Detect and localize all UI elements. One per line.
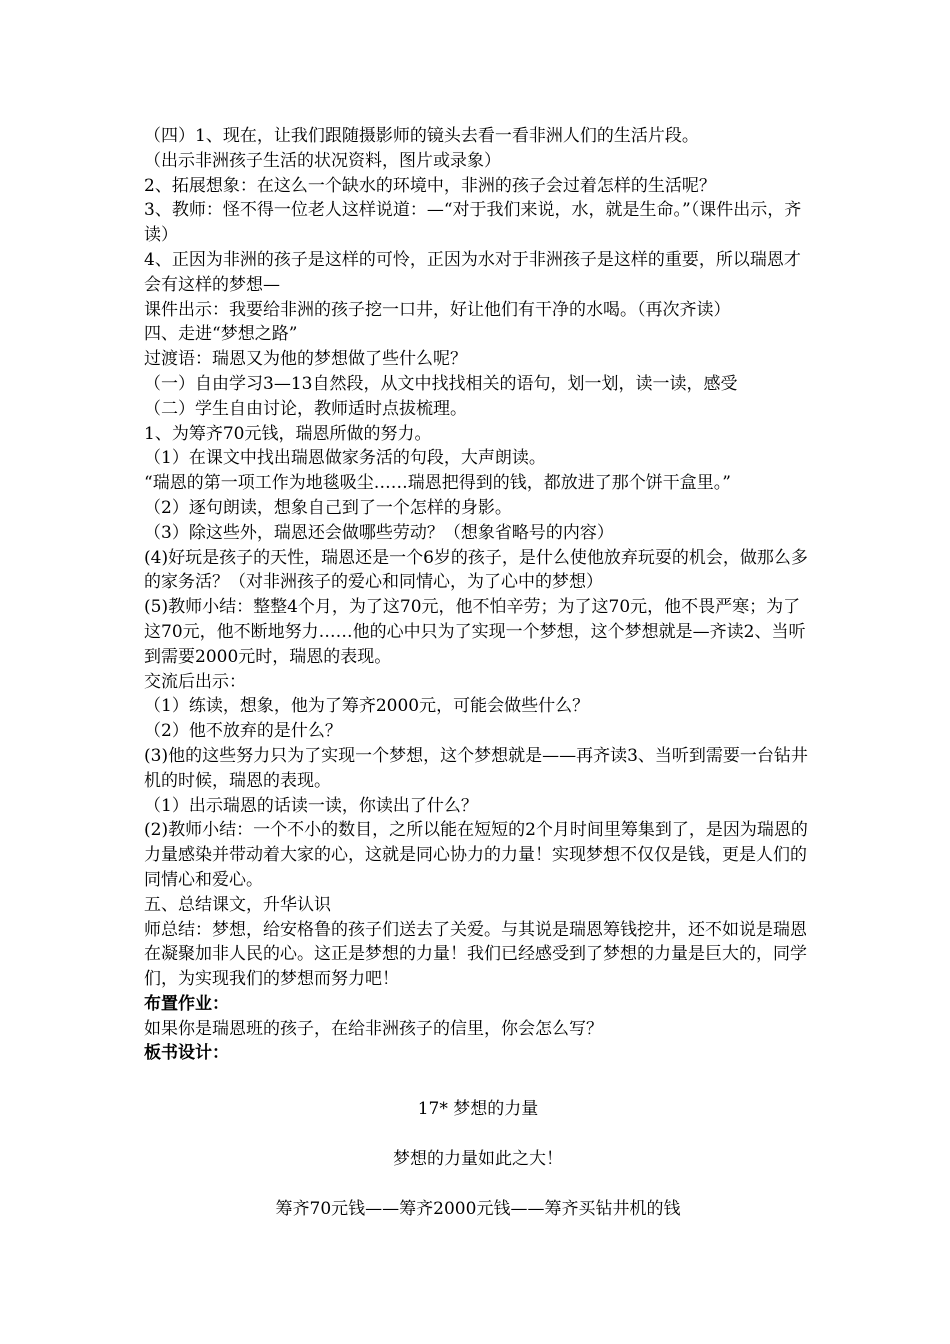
board-title: 17* 梦想的力量	[417, 1099, 539, 1119]
board-slogan: 梦想的力量如此之大！	[393, 1149, 563, 1169]
paragraph-20: （2）他不放弃的是什么？	[144, 721, 342, 742]
paragraph-14: （2）逐句朗读，想象自己到了一个怎样的身影。	[144, 497, 512, 518]
paragraph-4: 3、教师：怪不得一位老人这样说道：—“对于我们来说，水，就是生命。”（课件出示，齐读）	[144, 200, 802, 246]
paragraph-8: 过渡语：瑞恩又为他的梦想做了些什么呢？	[144, 349, 467, 370]
paragraph-15: （3）除这些外，瑞恩还会做哪些劳动？（想象省略号的内容）	[144, 522, 614, 543]
section-heading-dream-road: 四、走进“梦想之路”	[144, 324, 298, 345]
paragraph-5: 4、正因为非洲的孩子是这样的可怜，正因为水对于非洲孩子是这样的重要，所以瑞恩才会有这样的梦想—	[144, 249, 801, 295]
document-body	[144, 124, 812, 1066]
paragraph-13: “瑞恩的第一项工作为地毯吸尘……瑞恩把得到的钱，都放进了那个饼干盒里。”	[144, 473, 731, 494]
paragraph-6: 课件出示：我要给非洲的孩子挖一口井，好让他们有干净的水喝。（再次齐读）	[144, 299, 731, 320]
paragraph-21: (3)他的这些努力只为了实现一个梦想，这个梦想就是——再齐读3、当听到需要一台钻井机的时候，瑞恩的表现。	[144, 745, 808, 791]
paragraph-22: （1）出示瑞恩的话读一读，你读出了什么？	[144, 795, 478, 816]
paragraph-18: 交流后出示：	[144, 671, 246, 692]
paragraph-3: 2、拓展想象：在这么一个缺水的环境中，非洲的孩子会过着怎样的生活呢？	[144, 175, 716, 196]
paragraph-12: （1）在课文中找出瑞恩做家务活的句段，大声朗读。	[144, 448, 546, 469]
paragraph-19: （1）练读，想象，他为了筹齐2000元，可能会做些什么？	[144, 696, 590, 717]
paragraph-25: 师总结：梦想，给安格鲁的孩子们送去了关爱。与其说是瑞恩筹钱挖井，还不如说是瑞恩在凝聚加非人民的心。这正是梦想的力量！我们已经感受到了梦想的力量是巨大的，同学们，为实现我们的梦想而努力吧！	[144, 919, 807, 990]
paragraph-23: (2)教师小结：一个不小的数目，之所以能在短短的2个月时间里筹集到了，是因为瑞恩的力量感染并带动着大家的心，这就是同心协力的力量！实现梦想不仅仅是钱，更是人们的同情心和爱心。	[144, 820, 808, 890]
section-heading-summary: 五、总结课文，升华认识	[144, 894, 331, 915]
homework-text: 如果你是瑞恩班的孩子，在给非洲孩子的信里，你会怎么写？	[144, 1018, 603, 1039]
paragraph-11: 1、为筹齐70元钱，瑞恩所做的努力。	[144, 423, 432, 444]
paragraph-16: (4)好玩是孩子的天性，瑞恩还是一个6岁的孩子，是什么使他放弃玩耍的机会，做那么多的家务活？（对非洲孩子的爱心和同情心，为了心中的梦想）	[144, 547, 808, 593]
paragraph-2: （出示非洲孩子生活的状况资料，图片或录象）	[144, 150, 501, 171]
paragraph-9: （一）自由学习3—13自然段，从文中找找相关的语句，划一划，读一读，感受	[144, 373, 738, 394]
paragraph-17: (5)教师小结：整整4个月，为了这70元，他不怕辛劳；为了这70元，他不畏严寒；为了这70元，他不断地努力……他的心中只为了实现一个梦想，这个梦想就是—齐读2、当听到需要2000元时，瑞恩的表现。	[144, 597, 806, 667]
board-heading: 板书设计：	[144, 1043, 229, 1064]
board-design	[144, 1097, 812, 1221]
paragraph-1: （四）1、现在，让我们跟随摄影师的镜头去看一看非洲人们的生活片段。	[144, 126, 699, 146]
paragraph-10: （二）学生自由讨论，教师适时点拔梳理。	[144, 398, 467, 419]
board-path: 筹齐70元钱——筹齐2000元钱——筹齐买钻井机的钱	[275, 1199, 681, 1219]
homework-heading: 布置作业：	[144, 993, 229, 1014]
